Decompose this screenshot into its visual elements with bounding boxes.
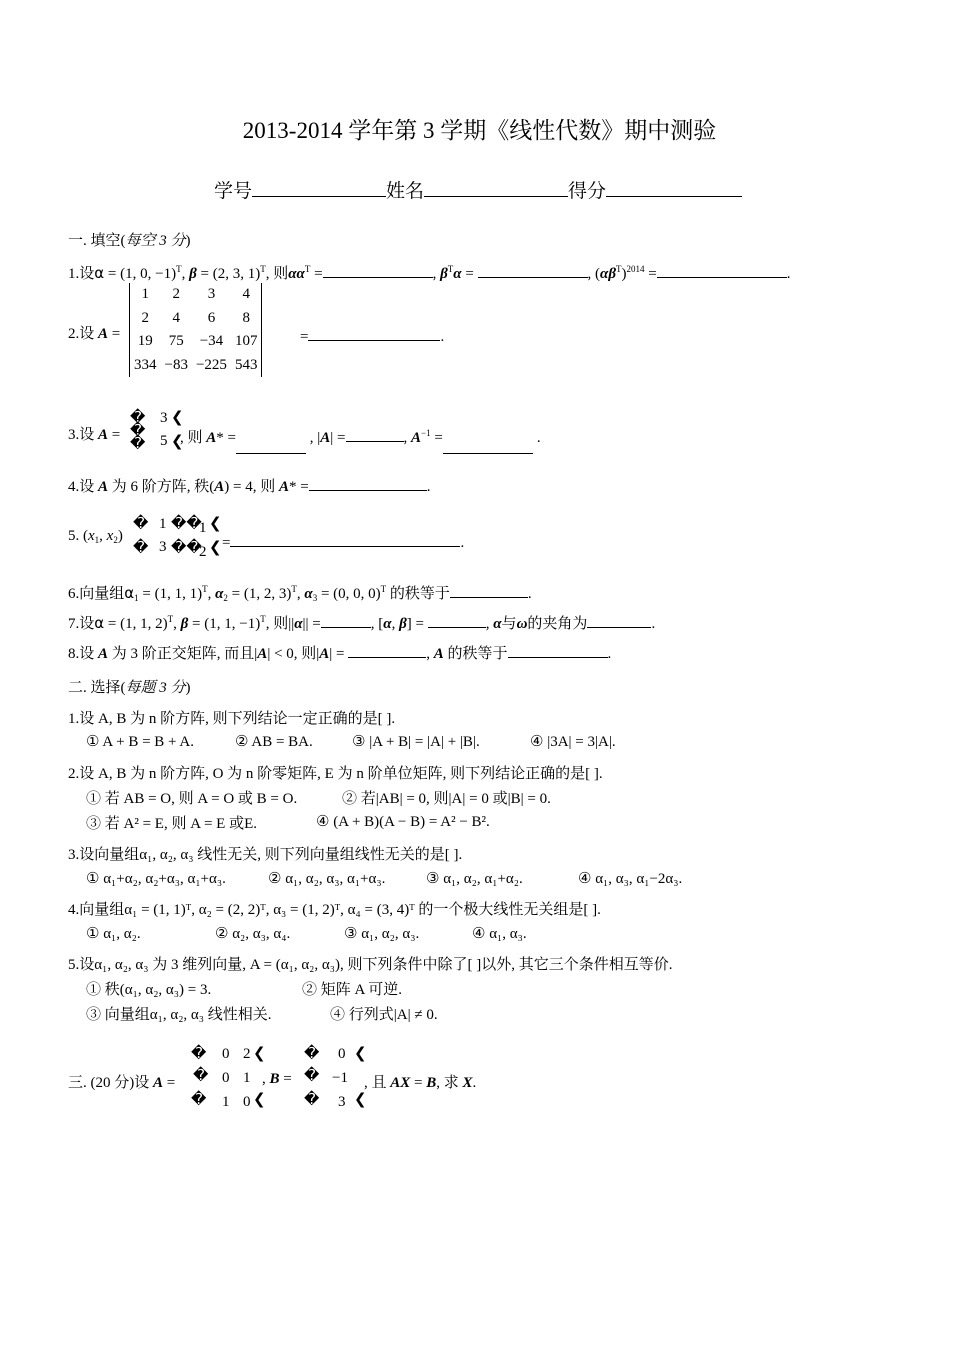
fill-q1-blank1[interactable] (323, 259, 433, 278)
score-blank[interactable] (606, 178, 742, 197)
fill-q1-blank2[interactable] (478, 259, 588, 278)
fill-q2-blank[interactable] (308, 322, 440, 341)
choice-q1-option3[interactable]: ③ |A + B| = |A| + |B|. (352, 734, 480, 750)
choice-q5-option4[interactable]: ④ 行列式|A| ≠ 0. (330, 1007, 438, 1023)
choice-q4-option3[interactable]: ③ α₁, α₂, α₃. (344, 926, 420, 942)
choice-q3-option1[interactable]: ① α₁+α₂, α₂+α₃, α₁+α₃. (86, 871, 226, 887)
fill-q1: 1.设α = (1, 0, −1)$^T$, β = (2, 3, 1)$^T$, 则$\alpha\alpha^T$ = , $\beta^T\alpha$ = , $(\alpha\beta^T)^{2014}$ = . (68, 259, 790, 283)
choice-q3-stem: 3.设向量组α₁, α₂, α₃ 线性无关, 则下列向量组线性无关的是[ ]. (68, 847, 463, 863)
score-label: 得分 (568, 181, 607, 202)
matrix-A-broken: � � � 0 2 0 1 1 0 ❮ ❮ (191, 1044, 266, 1110)
section3-tail: , 且 AX = B, 求 X. (364, 1075, 477, 1091)
fill-q5-blank[interactable] (230, 528, 460, 547)
student-id-label: 学号 (214, 181, 253, 202)
student-id-blank[interactable] (252, 178, 386, 197)
choice-q2-option4[interactable]: ④ (A + B)(A − B) = A² − B². (316, 814, 490, 830)
fill-q5-prefix: 5. ($x_1$, $x_2$) (68, 528, 123, 545)
choice-q4-option2[interactable]: ② α₂, α₃, α₄. (215, 926, 291, 942)
alpha-symbol: α (94, 264, 105, 282)
fill-q7-blank3[interactable] (587, 609, 651, 628)
fill-q6-blank[interactable] (450, 579, 528, 598)
fill-q3-prefix: 3.设 A = (68, 427, 121, 443)
fill-q7-blank1[interactable] (321, 609, 371, 628)
fill-q3-blank2[interactable] (346, 423, 404, 442)
choice-q5-option2[interactable]: ② 矩阵 A 可逆. (302, 982, 403, 998)
det-row: 334 −83 −225 543 (134, 356, 258, 373)
det-row: 1 2 3 4 (141, 286, 250, 303)
fill-q3-blank1[interactable] (236, 435, 306, 454)
choice-q2-option3[interactable]: ③ 若 A² = E, 则 A = E 或E. (86, 816, 257, 832)
name-label: 姓名 (386, 181, 425, 202)
choice-q1-stem: 1.设 A, B 为 n 阶方阵, 则下列结论一定正确的是[ ]. (68, 711, 396, 727)
choice-q3-option4[interactable]: ④ α₁, α₃, α₁−2α₃. (578, 871, 683, 887)
det-row: 2 4 6 8 (141, 309, 250, 326)
fill-q2-answer: = . (300, 322, 444, 346)
fill-q6: 6.向量组$\alpha_1 = (1$, 1, 1)$^T$, $\alpha_2 = (1$, 2, 3)$^T$, $\alpha_3 = (0$, 0, 0)$^T$ 的秩等于 . (68, 579, 532, 603)
name-blank[interactable] (424, 178, 568, 197)
fill-q7: 7.设α = (1, 1, 2)$^T$, β = (1, 1, −1)$^T$, 则||α|| = , [α, β] = , α与ω的夹角为 . (68, 609, 655, 633)
choice-q4-option4[interactable]: ④ α₁, α₃. (472, 926, 527, 942)
fill-q2-prefix: 2.设 A = (68, 326, 121, 342)
fill-q3-answer: , 则 A* = , |A| = , $A^{-1}$ = . (180, 423, 541, 454)
page-title: 2013-2014 学年第 3 学期《线性代数》期中测验 (242, 118, 717, 143)
choice-q2-option1[interactable]: ① 若 AB = O, 则 A = O 或 B = O. (86, 791, 298, 807)
fill-q8-blank2[interactable] (508, 639, 608, 658)
choice-q5-option3[interactable]: ③ 向量组α₁, α₂, α₃ 线性相关. (86, 1007, 272, 1023)
choice-q1-option1[interactable]: ① A + B = B + A. (86, 734, 195, 750)
fill-q4: 4.设 A 为 6 阶方阵, 秩(A) = 4, 则 A* = . (68, 472, 431, 496)
fill-q7-blank2[interactable] (428, 609, 486, 628)
fill-q5-answer: = . (222, 528, 464, 552)
section3-B-prefix: , B = (262, 1071, 292, 1087)
choice-q3-option2[interactable]: ② α₁, α₂, α₃, α₁+α₃. (268, 871, 386, 887)
section2-heading: 二. 选择(每题 3 分) (68, 680, 191, 696)
fill-q8-blank1[interactable] (348, 639, 426, 658)
choice-q2-stem: 2.设 A, B 为 n 阶方阵, O 为 n 阶零矩阵, E 为 n 阶单位矩阵, 则下列结论正确的是[ ]. (68, 766, 603, 782)
determinant-4x4 (129, 283, 262, 377)
choice-q4-option1[interactable]: ① α₁, α₂. (86, 926, 141, 942)
fill-q1-blank3[interactable] (657, 259, 787, 278)
det-row: 19 75 −34 107 (137, 333, 258, 350)
fill-q4-blank[interactable] (309, 472, 427, 491)
student-info-line (214, 176, 742, 203)
matrix-B-broken: � � � 0 −1 3 ❮ ❮ (304, 1044, 367, 1110)
fill-q8: 8.设 A 为 3 阶正交矩阵, 而且|A| < 0, 则|A| = , A 的秩等于 . (68, 639, 611, 663)
choice-q1-option2[interactable]: ② AB = BA. (235, 734, 313, 750)
fill-q3-blank3[interactable] (443, 435, 533, 454)
choice-q2-option2[interactable]: ② 若|AB| = 0, 则|A| = 0 或|B| = 0. (342, 791, 551, 807)
choice-q3-option3[interactable]: ③ α₁, α₂, α₁+α₂. (426, 871, 523, 887)
matrix-2x2-broken: � � � 3 5 ❮ ❮ (130, 408, 184, 452)
matrix-quadratic-broken: � � 1 3 �� �� 1 2 ❮ ❮ (133, 514, 222, 560)
choice-q4-stem: 4.向量组α₁ = (1, 1)ᵀ, α₂ = (2, 2)ᵀ, α₃ = (1, 2)ᵀ, α₄ = (3, 4)ᵀ 的一个极大线性无关组是[ ]. (68, 902, 601, 918)
choice-q5-stem: 5.设α₁, α₂, α₃ 为 3 维列向量, A = (α₁, α₂, α₃), 则下列条件中除了[ ]以外, 其它三个条件相互等价. (68, 957, 673, 973)
section1-heading: 一. 填空(每空 3 分) (68, 233, 191, 249)
section3-prefix: 三. (20 分)设 A = (68, 1075, 176, 1091)
choice-q1-option4[interactable]: ④ |3A| = 3|A|. (530, 734, 616, 750)
choice-q5-option1[interactable]: ① 秩(α₁, α₂, α₃) = 3. (86, 982, 212, 998)
